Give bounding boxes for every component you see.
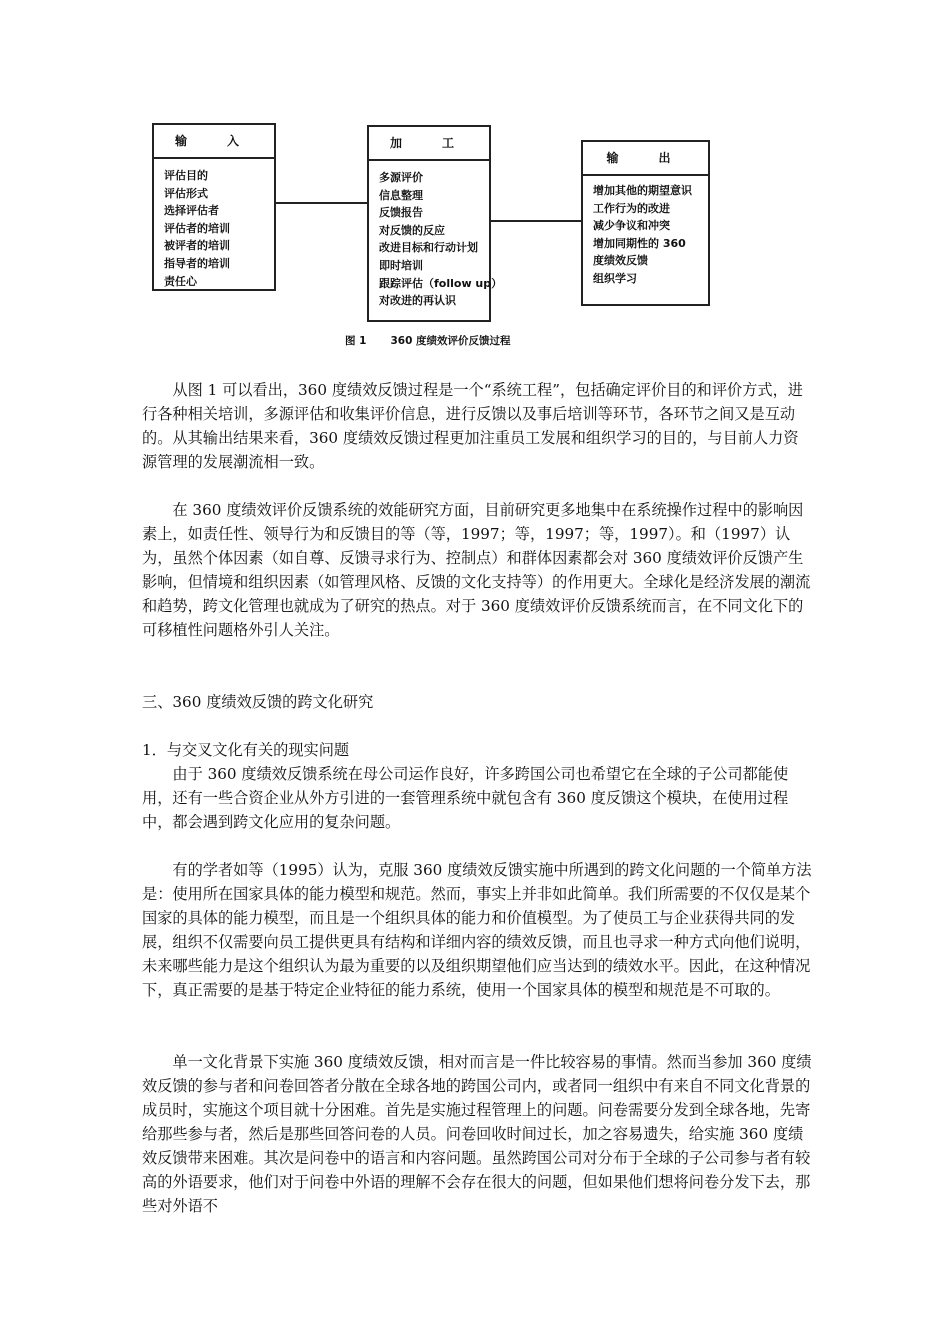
output-item: 减少争议和冲突 (593, 219, 670, 233)
subsection-block (142, 738, 812, 834)
process-box-title: 加 工 (369, 127, 489, 161)
output-item: 度绩效反馈 (593, 254, 648, 268)
output-box (581, 140, 710, 306)
process-box (367, 125, 503, 322)
process-item: 跟踪评估（follow up） (379, 276, 503, 290)
output-item: 组织学习 (593, 271, 637, 285)
paragraph-2 (142, 498, 812, 642)
output-item: 增加其他的期望意识 (593, 184, 692, 197)
process-item: 多源评价 (379, 171, 423, 184)
output-box-items (583, 176, 708, 288)
output-item: 工作行为的改进 (593, 201, 670, 215)
input-item: 选择评估者 (164, 204, 219, 218)
output-box-title: 输 出 (583, 142, 708, 176)
figure-caption-number: 图 1 (345, 335, 367, 347)
body-paragraph: 单一文化背景下实施 360 度绩效反馈，相对而言是一件比较容易的事情。然而当参加 360 度绩效反馈的参与者和问卷回答者分散在全球各地的跨国公司内，或者同一组织中有来自不同文化背景的成员时，实施这个项目就十分困难。首先是实施过程管理上的问题。问卷需要分发到全球各地，先寄给那些参与者，然后是那些回答问卷的人员。问卷回收时间过长，加之容易遗失，给实施 360 度绩效反馈带来困难。其次是问卷中的语言和内容问题。虽然跨国公司对分布于全球的子公司参与者有较高的外语要求，他们对于问卷中外语的理解不会存在很大的问题，但如果他们想将问卷分发下去，那些对外语不 (142, 1053, 812, 1215)
figure-caption-text: 360 度绩效评价反馈过程 (390, 335, 511, 347)
input-item: 评估目的 (164, 169, 208, 182)
process-item: 对反馈的反应 (379, 223, 445, 237)
paragraph-1 (142, 378, 812, 474)
connector-input-process (276, 202, 367, 204)
input-item: 被评者的培训 (164, 239, 230, 253)
paragraph-4 (142, 858, 812, 1002)
subsection-heading: 1．与交叉文化有关的现实问题 (142, 741, 350, 759)
process-item: 对改进的再认识 (379, 294, 456, 308)
connector-process-output (491, 220, 581, 222)
input-item: 责任心 (164, 274, 197, 288)
process-box-items (369, 161, 503, 310)
process-item: 反馈报告 (379, 206, 423, 220)
input-box (152, 123, 276, 291)
input-item: 评估形式 (164, 186, 208, 200)
body-paragraph: 从图 1 可以看出，360 度绩效反馈过程是一个“系统工程”，包括确定评价目的和评价方式，进行各种相关培训，多源评估和收集评价信息，进行反馈以及事后培训等环节，各环节之间又是互动的。从其输出结果来看，360 度绩效反馈过程更加注重员工发展和组织学习的目的，与目前人力资源管理的发展潮流相一致。 (142, 381, 803, 471)
process-item: 即时培训 (379, 258, 423, 272)
section-heading (142, 690, 812, 714)
section-heading-text: 三、360 度绩效反馈的跨文化研究 (142, 693, 374, 711)
body-paragraph: 由于 360 度绩效反馈系统在母公司运作良好，许多跨国公司也希望它在全球的子公司都能使用，还有一些合资企业从外方引进的一套管理系统中就包含有 360 度反馈这个模块，在使用过程中，都会遇到跨文化应用的复杂问题。 (142, 765, 789, 831)
input-box-title: 输 入 (154, 125, 274, 159)
output-item: 增加同期性的 360 (593, 236, 686, 250)
process-item: 改进目标和行动计划 (379, 241, 478, 255)
figure-caption (345, 333, 511, 348)
body-paragraph: 有的学者如等（1995）认为，克服 360 度绩效反馈实施中所遇到的跨文化问题的一个简单方法是：使用所在国家具体的能力模型和规范。然而，事实上并非如此简单。我们所需要的不仅仅是某个国家的具体的能力模型，而且是一个组织具体的能力和价值模型。为了使员工与企业获得共同的发展，组织不仅需要向员工提供更具有结构和详细内容的绩效反馈，而且也寻求一种方式向他们说明，未来哪些能力是这个组织认为最为重要的以及组织期望他们应当达到的绩效水平。因此，在这种情况下，真正需要的是基于特定企业特征的能力系统，使用一个国家具体的模型和规范是不可取的。 (142, 861, 812, 999)
input-box-items (154, 159, 274, 290)
process-diagram (0, 0, 950, 360)
input-item: 评估者的培训 (164, 221, 230, 235)
paragraph-5 (142, 1050, 812, 1218)
body-paragraph: 在 360 度绩效评价反馈系统的效能研究方面，目前研究更多地集中在系统操作过程中的影响因素上，如责任性、领导行为和反馈目的等（等，1997；等，1997；等，1997）。和（1997）认为，虽然个体因素（如自尊、反馈寻求行为、控制点）和群体因素都会对 360 度绩效评价反馈产生影响，但情境和组织因素（如管理风格、反馈的文化支持等）的作用更大。全球化是经济发展的潮流和趋势，跨文化管理也就成为了研究的热点。对于 360 度绩效评价反馈系统而言，在不同文化下的可移植性问题格外引人关注。 (142, 501, 811, 639)
input-item: 指导者的培训 (164, 256, 230, 270)
process-item: 信息整理 (379, 188, 423, 202)
